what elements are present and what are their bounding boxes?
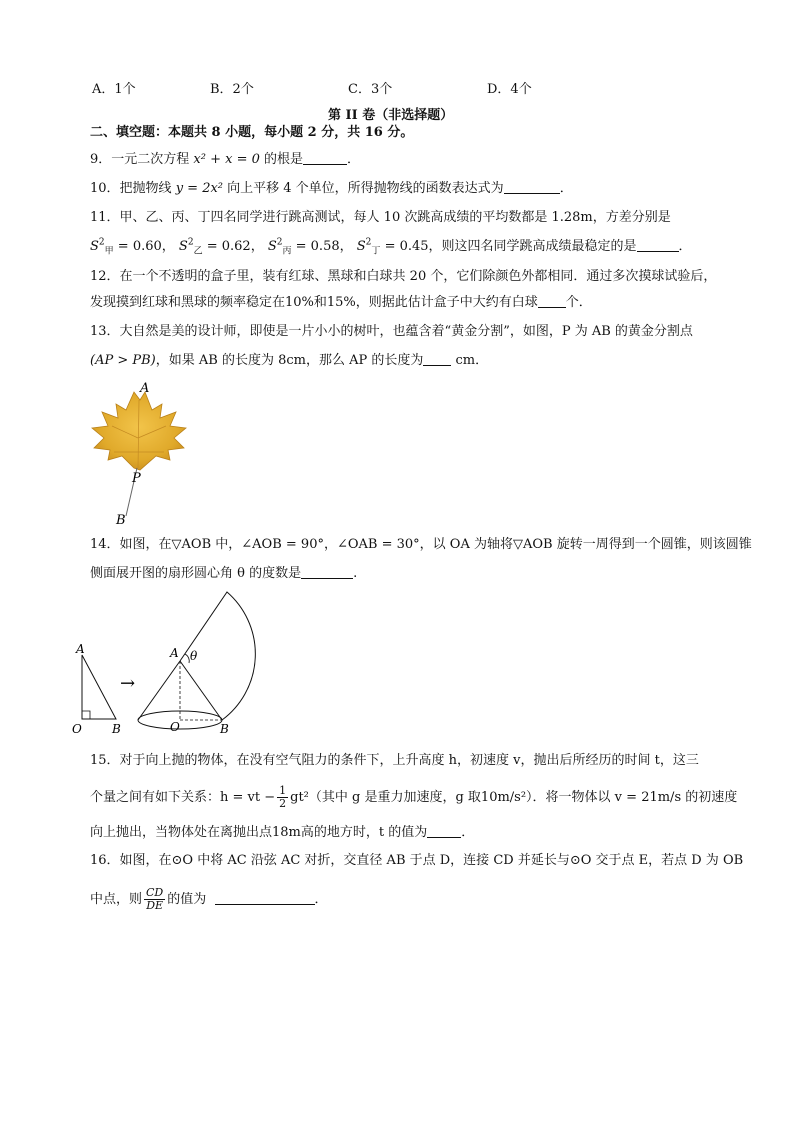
question-10: 10．把抛物线 y = 2x² 向上平移 4 个单位，所得抛物线的函数表达式为 ． bbox=[90, 181, 573, 196]
question-11-line2: $S^2_甲 = 0.60$， $S^2_乙 = 0.62$， $S^2_丙 = 0.58$， $S^2_丁 = 0.45$，则这四名同学跳高成绩最稳定的是 ． bbox=[90, 237, 692, 257]
question-14-line2: 侧面展开图的扇形圆心角 θ 的度数是 . bbox=[90, 566, 358, 581]
section-title: 第 II 卷（非选择题） bbox=[328, 108, 454, 123]
answer-blank[interactable] bbox=[427, 824, 461, 838]
question-12-line1: 12．在一个不透明的盒子里，装有红球、黑球和白球共 20 个，它们除颜色外都相同．通过多次摸球试验后， bbox=[90, 269, 717, 284]
question-13-line1: 13．大自然是美的设计师，即使是一片小小的树叶，也蕴含着“黄金分割”，如图，P 为 AB 的黄金分割点 bbox=[90, 324, 693, 339]
question-16-line2: 中点，则 $\frac{CD}{DE}$ 的值为 ． bbox=[90, 886, 328, 912]
arrow-icon: → bbox=[120, 673, 136, 694]
answer-blank[interactable] bbox=[215, 891, 315, 905]
choice-a: A．1个 bbox=[92, 82, 136, 97]
answer-blank[interactable] bbox=[637, 238, 679, 252]
answer-blank[interactable] bbox=[538, 294, 566, 308]
label-b: B bbox=[112, 722, 121, 736]
answer-blank[interactable] bbox=[301, 565, 353, 579]
question-9: 9．一元二次方程 x² + x = 0 的根是 ． bbox=[90, 152, 361, 167]
label-a: A bbox=[140, 381, 150, 396]
label-p: P bbox=[132, 471, 141, 486]
question-15-line2: 个量之间有如下关系：h = vt − $\frac{1}{2}$ gt²（其中 g 是重力加速度，g 取10m/s²）．将一物体以 v = 21m/s 的初速度 bbox=[90, 784, 738, 810]
label-a: A bbox=[76, 642, 85, 656]
label-theta: θ bbox=[190, 649, 198, 663]
choice-d: D．4个 bbox=[487, 82, 532, 97]
label-a-cone: A bbox=[170, 646, 179, 660]
right-angle-mark bbox=[82, 711, 90, 719]
choice-c: C．3个 bbox=[348, 82, 393, 97]
question-15-line1: 15．对于向上抛的物体，在没有空气阻力的条件下，上升高度 h，初速度 v，抛出后所经历的时间 t，这三 bbox=[90, 753, 699, 768]
answer-blank[interactable] bbox=[303, 151, 347, 165]
question-12-line2: 发现摸到红球和黑球的频率稳定在10%和15%，则据此估计盒子中大约有白球 个． bbox=[90, 295, 592, 310]
fraction-cd-de: $\frac{CD}{DE}$ bbox=[146, 886, 164, 912]
question-11-line1: 11．甲、乙、丙、丁四名同学进行跳高测试，每人 10 次跳高成绩的平均数都是 1.28m，方差分别是 bbox=[90, 210, 671, 225]
triangle-aob bbox=[82, 655, 116, 719]
maple-leaf-figure bbox=[82, 378, 194, 526]
question-15-line3: 向上抛出，当物体处在离抛出点18m高的地方时，t 的值为 ． bbox=[90, 825, 475, 840]
label-b-cone: B bbox=[220, 722, 229, 736]
question-16-line1: 16．如图，在⊙O 中将 AC 沿弦 AC 对折，交直径 AB 于点 D，连接 CD 并延长与⊙O 交于点 E，若点 D 为 OB bbox=[90, 853, 744, 868]
choice-b: B．2个 bbox=[210, 82, 254, 97]
label-o: O bbox=[72, 722, 82, 736]
section-header: 二、填空题：本题共 8 小题，每小题 2 分，共 16 分。 bbox=[90, 125, 414, 140]
answer-blank[interactable] bbox=[504, 180, 560, 194]
question-14-line1: 14．如图，在▽AOB 中，∠AOB = 90°，∠OAB = 30°，以 OA 为轴将▽AOB 旋转一周得到一个圆锥，则该圆锥 bbox=[90, 537, 752, 552]
label-o-cone: O bbox=[170, 720, 180, 734]
fraction-half: $\frac{1}{2}$ bbox=[279, 784, 287, 810]
cone-figure bbox=[70, 585, 270, 740]
question-13-line2: (AP > PB)，如果 AB 的长度为 8cm，那么 AP 的长度为 cm． bbox=[90, 353, 489, 368]
label-b: B bbox=[116, 513, 126, 526]
answer-blank[interactable] bbox=[423, 352, 451, 366]
